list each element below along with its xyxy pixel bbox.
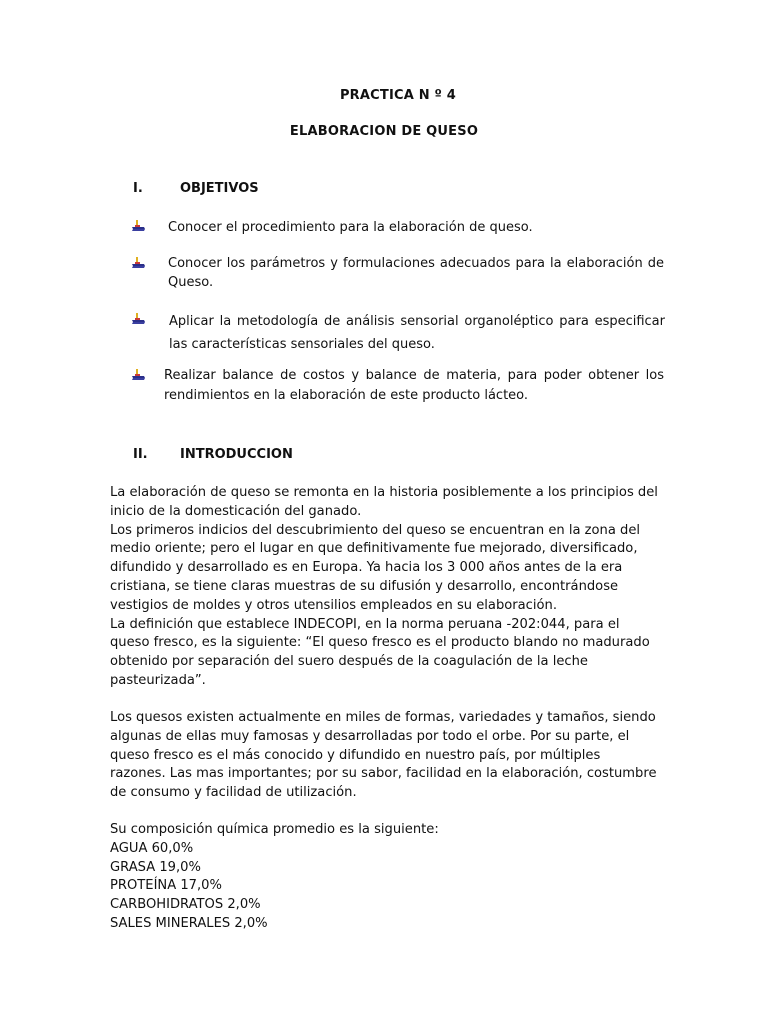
book-stack-icon — [130, 367, 146, 381]
section-label: INTRODUCCION — [180, 447, 293, 462]
introduction-body-2 — [110, 709, 658, 803]
objective-text: Conocer el procedimiento para la elaboración de queso. — [168, 220, 533, 235]
composition-item: CARBOHIDRATOS 2,0% — [110, 897, 261, 913]
book-stack-icon — [130, 311, 146, 325]
composition-item: PROTEÍNA 17,0% — [110, 878, 222, 894]
book-stack-icon — [130, 255, 146, 269]
composition-item: SALES MINERALES 2,0% — [110, 915, 268, 931]
composition-intro: Su composición química promedio es la siguiente: — [110, 822, 439, 837]
document-title: PRACTICA N º 4 — [339, 88, 457, 103]
objective-item — [130, 310, 670, 356]
objective-item — [130, 217, 670, 239]
composition-list — [110, 821, 510, 934]
objective-text: Aplicar la metodología de análisis sensorial organoléptico para especificar las características sensoriales del queso. — [169, 314, 665, 352]
section-number: II. — [133, 447, 148, 462]
section-label: OBJETIVOS — [180, 181, 259, 196]
book-stack-icon — [130, 218, 146, 232]
objective-text: Realizar balance de costos y balance de materia, para poder obtener los rendimientos en la elaboración de este producto lácteo. — [164, 368, 664, 403]
objective-item — [130, 254, 670, 298]
introduction-body — [110, 484, 658, 691]
section-number: I. — [133, 181, 143, 196]
paragraph: La elaboración de queso se remonta en la historia posiblemente a los principios del inicio de la domesticación del ganado. — [110, 485, 658, 519]
objective-text: Conocer los parámetros y formulaciones adecuados para la elaboración de Queso. — [168, 256, 664, 290]
document-subtitle: ELABORACION DE QUESO — [289, 124, 479, 139]
composition-item: GRASA 19,0% — [110, 859, 201, 875]
paragraph: Los primeros indicios del descubrimiento del queso se encuentran en la zona del medio oriente; pero el lugar en que definitivamente fue mejorado, diversificado, difundido y desarrollado es en Europa. Ya hacia los 3 000 años antes de la era cristiana, se tiene claras muestras de su difusión y desarrollo, encontrándose vestigios de moldes y otros utensilios empleados en su elaboración. — [110, 522, 641, 613]
objective-item — [130, 366, 670, 412]
paragraph: Los quesos existen actualmente en miles de formas, variedades y tamaños, siendo algunas de ellas muy famosas y desarrolladas por todo el orbe. Por su parte, el queso fresco es el más conocido y difundido en nuestro país, por múltiples razones. Las mas importantes; por su sabor, facilidad en la elaboración, costumbre de consumo y facilidad de utilización. — [110, 710, 657, 801]
composition-item: AGUA 60,0% — [110, 840, 194, 856]
paragraph: La definición que establece INDECOPI, en la norma peruana -202:044, para el queso fresco, es la siguiente: “El queso fresco es el producto blando no madurado obtenido por separación del suero después de la coagulación de la leche pasteurizada”. — [110, 616, 650, 688]
